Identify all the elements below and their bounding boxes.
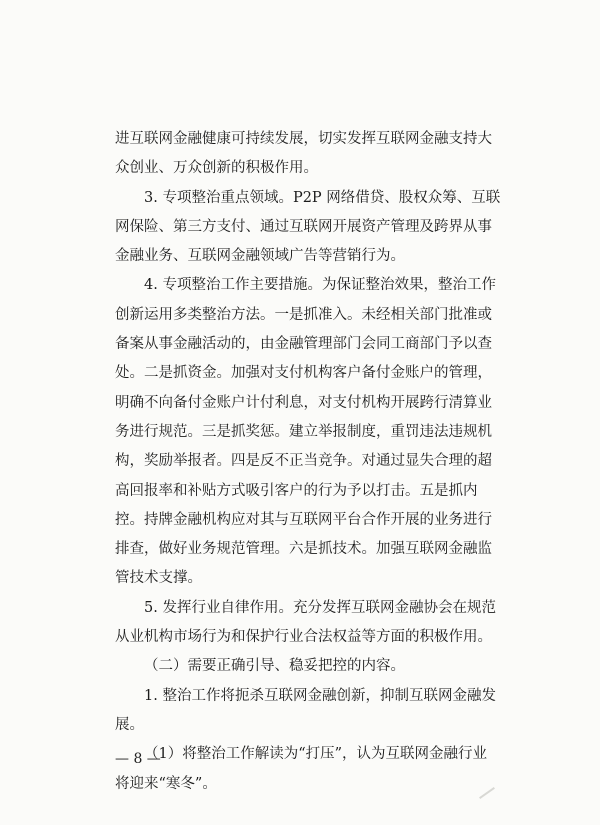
text-line: 排查，做好业务规范管理。六是抓技术。加强互联网金融监: [115, 541, 492, 558]
text-line: 金融业务、互联网金融领域广告等营销行为。: [115, 248, 405, 265]
text-line: 3. 专项整治重点领域。P2P 网络借贷、股权众筹、互联: [144, 189, 501, 206]
text-line: 管技术支撑。: [115, 570, 202, 587]
text-line: 处。二是抓资金。加强对支付机构客户备付金账户的管理，: [115, 365, 492, 382]
text-line: 从业机构市场行为和保护行业合法权益等方面的积极作用。: [115, 629, 492, 646]
text-line: 5. 发挥行业自律作用。充分发挥互联网金融协会在规范: [144, 599, 496, 616]
text-line: 控。持牌金融机构应对其与互联网平台合作开展的业务进行: [115, 511, 492, 528]
text-line: 进互联网金融健康可持续发展，切实发挥互联网金融支持大: [115, 131, 492, 147]
text-line: 创新运用多类整治方法。一是抓准入。未经相关部门批准或: [115, 306, 492, 323]
text-line: 明确不向备付金账户计付利息，对支付机构开展跨行清算业: [115, 394, 492, 411]
text-line: 网保险、第三方支付、通过互联网开展资产管理及跨界从事: [115, 218, 492, 235]
text-line: 4. 专项整治工作主要措施。为保证整治效果，整治工作: [144, 277, 496, 294]
text-line: 1. 整治工作将扼杀互联网金融创新，抑制互联网金融发: [144, 687, 496, 704]
body-text: [115, 125, 535, 799]
text-line: （1）将整治工作解读为“打压”，认为互联网金融行业: [144, 746, 488, 763]
text-line: 展。: [115, 716, 144, 733]
text-line: 务进行规范。三是抓奖惩。建立举报制度，重罚违法违规机: [115, 423, 492, 440]
text-line: （二）需要正确引导、稳妥把控的内容。: [144, 658, 405, 675]
text-line: 高回报率和补贴方式吸引客户的行为予以打击。五是抓内: [115, 482, 478, 499]
text-line: 众创业、万众创新的积极作用。: [115, 160, 318, 177]
text-line: 构，奖励举报者。四是反不正当竞争。对通过显失合理的超: [115, 453, 492, 470]
text-line: 将迎来“寒冬”。: [115, 775, 217, 792]
text-line: 备案从事金融活动的，由金融管理部门会同工商部门予以查: [115, 336, 492, 353]
page-number: — 8 —: [115, 751, 161, 767]
